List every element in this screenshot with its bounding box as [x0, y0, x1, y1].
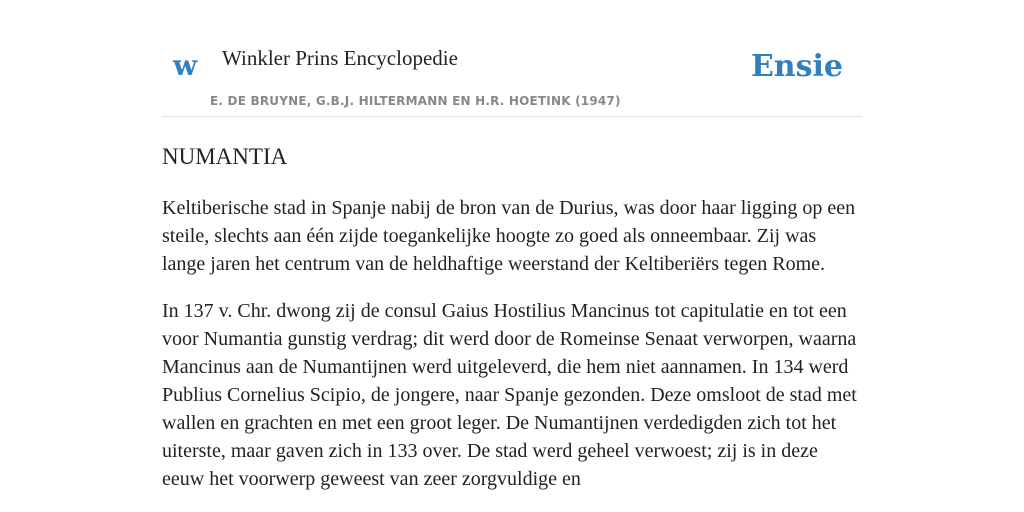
winkler-prins-logo-icon[interactable]: w [173, 49, 198, 82]
article-title: NUMANTIA [162, 144, 288, 169]
page [162, 0, 862, 493]
site-title[interactable]: Winkler Prins Encyclopedie [222, 46, 458, 70]
article-paragraph-1: Keltiberische stad in Spanje nabij de bron van de Durius, was door haar ligging op een steile, slechts aan één zijde toegankelijke hoogte zo goed als onneembaar. Zij was lange jaren het centrum van de heldhaftige weerstand der Keltiberiërs tegen Rome. [162, 196, 856, 275]
authors-line: E. DE BRUYNE, G.B.J. HILTERMANN EN H.R. HOETINK (1947) [210, 94, 621, 108]
article-paragraph-2: In 137 v. Chr. dwong zij de consul Gaius Hostilius Mancinus tot capitulatie en tot een voor Numantia gunstig verdrag; dit werd door de Romeinse Senaat verworpen, waarna Mancinus aan de Numantijnen werd uitgeleverd, die hem niet aannamen. In 134 werd Publius Cornelius Scipio, de jongere, naar Spanje gezonden. Deze omsloot de stad met wallen en grachten en met een groot leger. De Numantijnen verdedigden zich tot het uiterste, maar gaven zich in 133 over. De stad werd geheel verwoest; zij is in deze eeuw het voorwerp geweest van zeer zorgvuldige en [162, 299, 857, 490]
site-header [162, 0, 862, 117]
ensie-brand-logo[interactable]: Ensie [750, 49, 843, 84]
